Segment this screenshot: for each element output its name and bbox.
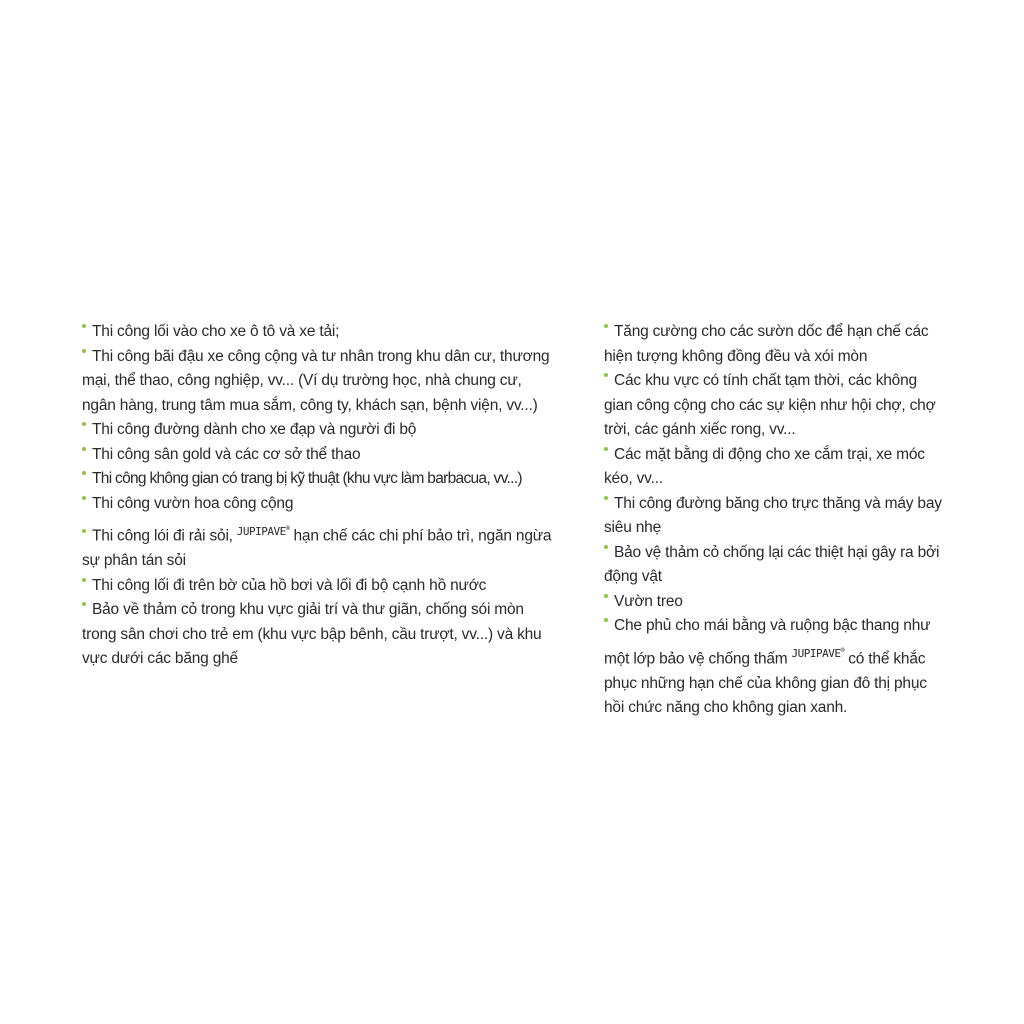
list-item-text: Thi công lối vào cho xe ô tô và xe tải;: [92, 323, 340, 340]
list-item: [82, 443, 552, 468]
list-item-text: Thi công đường dành cho xe đạp và người đi bộ: [92, 421, 417, 438]
list-item-text: Vườn treo: [614, 592, 683, 610]
list-item-text: Thi công đường băng cho trực thăng và máy bay siêu nhẹ: [604, 494, 942, 536]
bullet-icon: [604, 447, 608, 451]
bullet-icon: [604, 618, 608, 622]
list-item: [604, 590, 944, 615]
list-item-text: Thi công bãi đậu xe công cộng và tư nhân trong khu dân cư, thương mại, thể thao, công nghiệp, vv... (Ví dụ trường học, nhà chung cư, ngân hàng, trung tâm mua sắm, công ty, khách sạn, bệnh viện, vv...): [82, 347, 550, 414]
list-item: [82, 598, 552, 672]
bullet-icon: [604, 324, 608, 328]
bullet-icon: [82, 578, 86, 582]
list-item: [604, 369, 944, 443]
right-column: [604, 320, 944, 721]
list-item: [82, 418, 552, 443]
jupipave-brand-mark: JUPIPAVE®: [791, 646, 845, 661]
list-item: [82, 467, 552, 492]
left-column: [82, 320, 552, 672]
bullet-icon: [82, 349, 86, 353]
list-item-text: Thi công lối đi trên bờ của hồ bơi và lối đi bộ cạnh hồ nước: [92, 576, 487, 594]
bullet-icon: [82, 529, 86, 533]
list-item-text: Che phủ cho mái bằng và ruộng bậc thang như một lớp bảo vệ chống thấm: [604, 617, 931, 668]
list-item-text: Các khu vực có tính chất tạm thời, các không gian công cộng cho các sự kiện như hội chợ, chợ trời, các gánh xiếc rong, vv...: [604, 372, 936, 438]
list-item: [82, 492, 552, 517]
bullet-icon: [604, 545, 608, 549]
list-item-text: hạn chế các chi phí bảo trì, ngăn ngừa sự phân tán sỏi: [82, 527, 552, 570]
list-item-text: Thi công không gian có trang bị kỹ thuật (khu vực làm barbacua, vv...): [92, 470, 522, 487]
bullet-icon: [82, 602, 86, 606]
list-item: [82, 345, 552, 419]
bullet-icon: [604, 496, 608, 500]
list-item-text: Thi công sân gold và các cơ sở thể thao: [92, 445, 361, 463]
jupipave-brand-mark: JUPIPAVE®: [236, 524, 290, 538]
list-item-text: Thi công vườn hoa công cộng: [92, 494, 294, 512]
bullet-icon: [82, 324, 86, 328]
list-item-text: Thi công lói đi rải sỏi,: [92, 527, 233, 545]
bullet-icon: [82, 447, 86, 451]
bullet-icon: [82, 422, 86, 426]
list-item: [604, 320, 944, 369]
list-item: [604, 614, 944, 721]
list-item-text: có thể khắc phục những hạn chế của không gian đô thị phục hồi chức năng cho không gian xanh.: [604, 650, 927, 717]
list-item-text: Tăng cường cho các sườn dốc để hạn chế các hiện tượng không đồng đều và xói mòn: [604, 323, 929, 365]
bullet-icon: [82, 471, 86, 475]
list-item: [604, 492, 944, 541]
bullet-icon: [604, 373, 608, 377]
list-item: [82, 516, 552, 574]
list-item: [82, 574, 552, 599]
list-item: [82, 320, 552, 345]
list-item-text: Các mặt bằng di động cho xe cắm trại, xe móc kéo, vv...: [604, 445, 925, 487]
bullet-icon: [604, 594, 608, 598]
list-item-text: Bảo vệ thảm cỏ chống lại các thiệt hại gây ra bởi động vật: [604, 543, 940, 585]
list-item: [604, 443, 944, 492]
bullet-icon: [82, 496, 86, 500]
list-item-text: Bảo về thảm cỏ trong khu vực giải trí và thư giãn, chống sói mòn trong sân chơi cho trẻ em (khu vực bập bênh, cầu trượt, vv...) và khu vực dưới các băng ghế: [82, 601, 542, 668]
list-item: [604, 541, 944, 590]
